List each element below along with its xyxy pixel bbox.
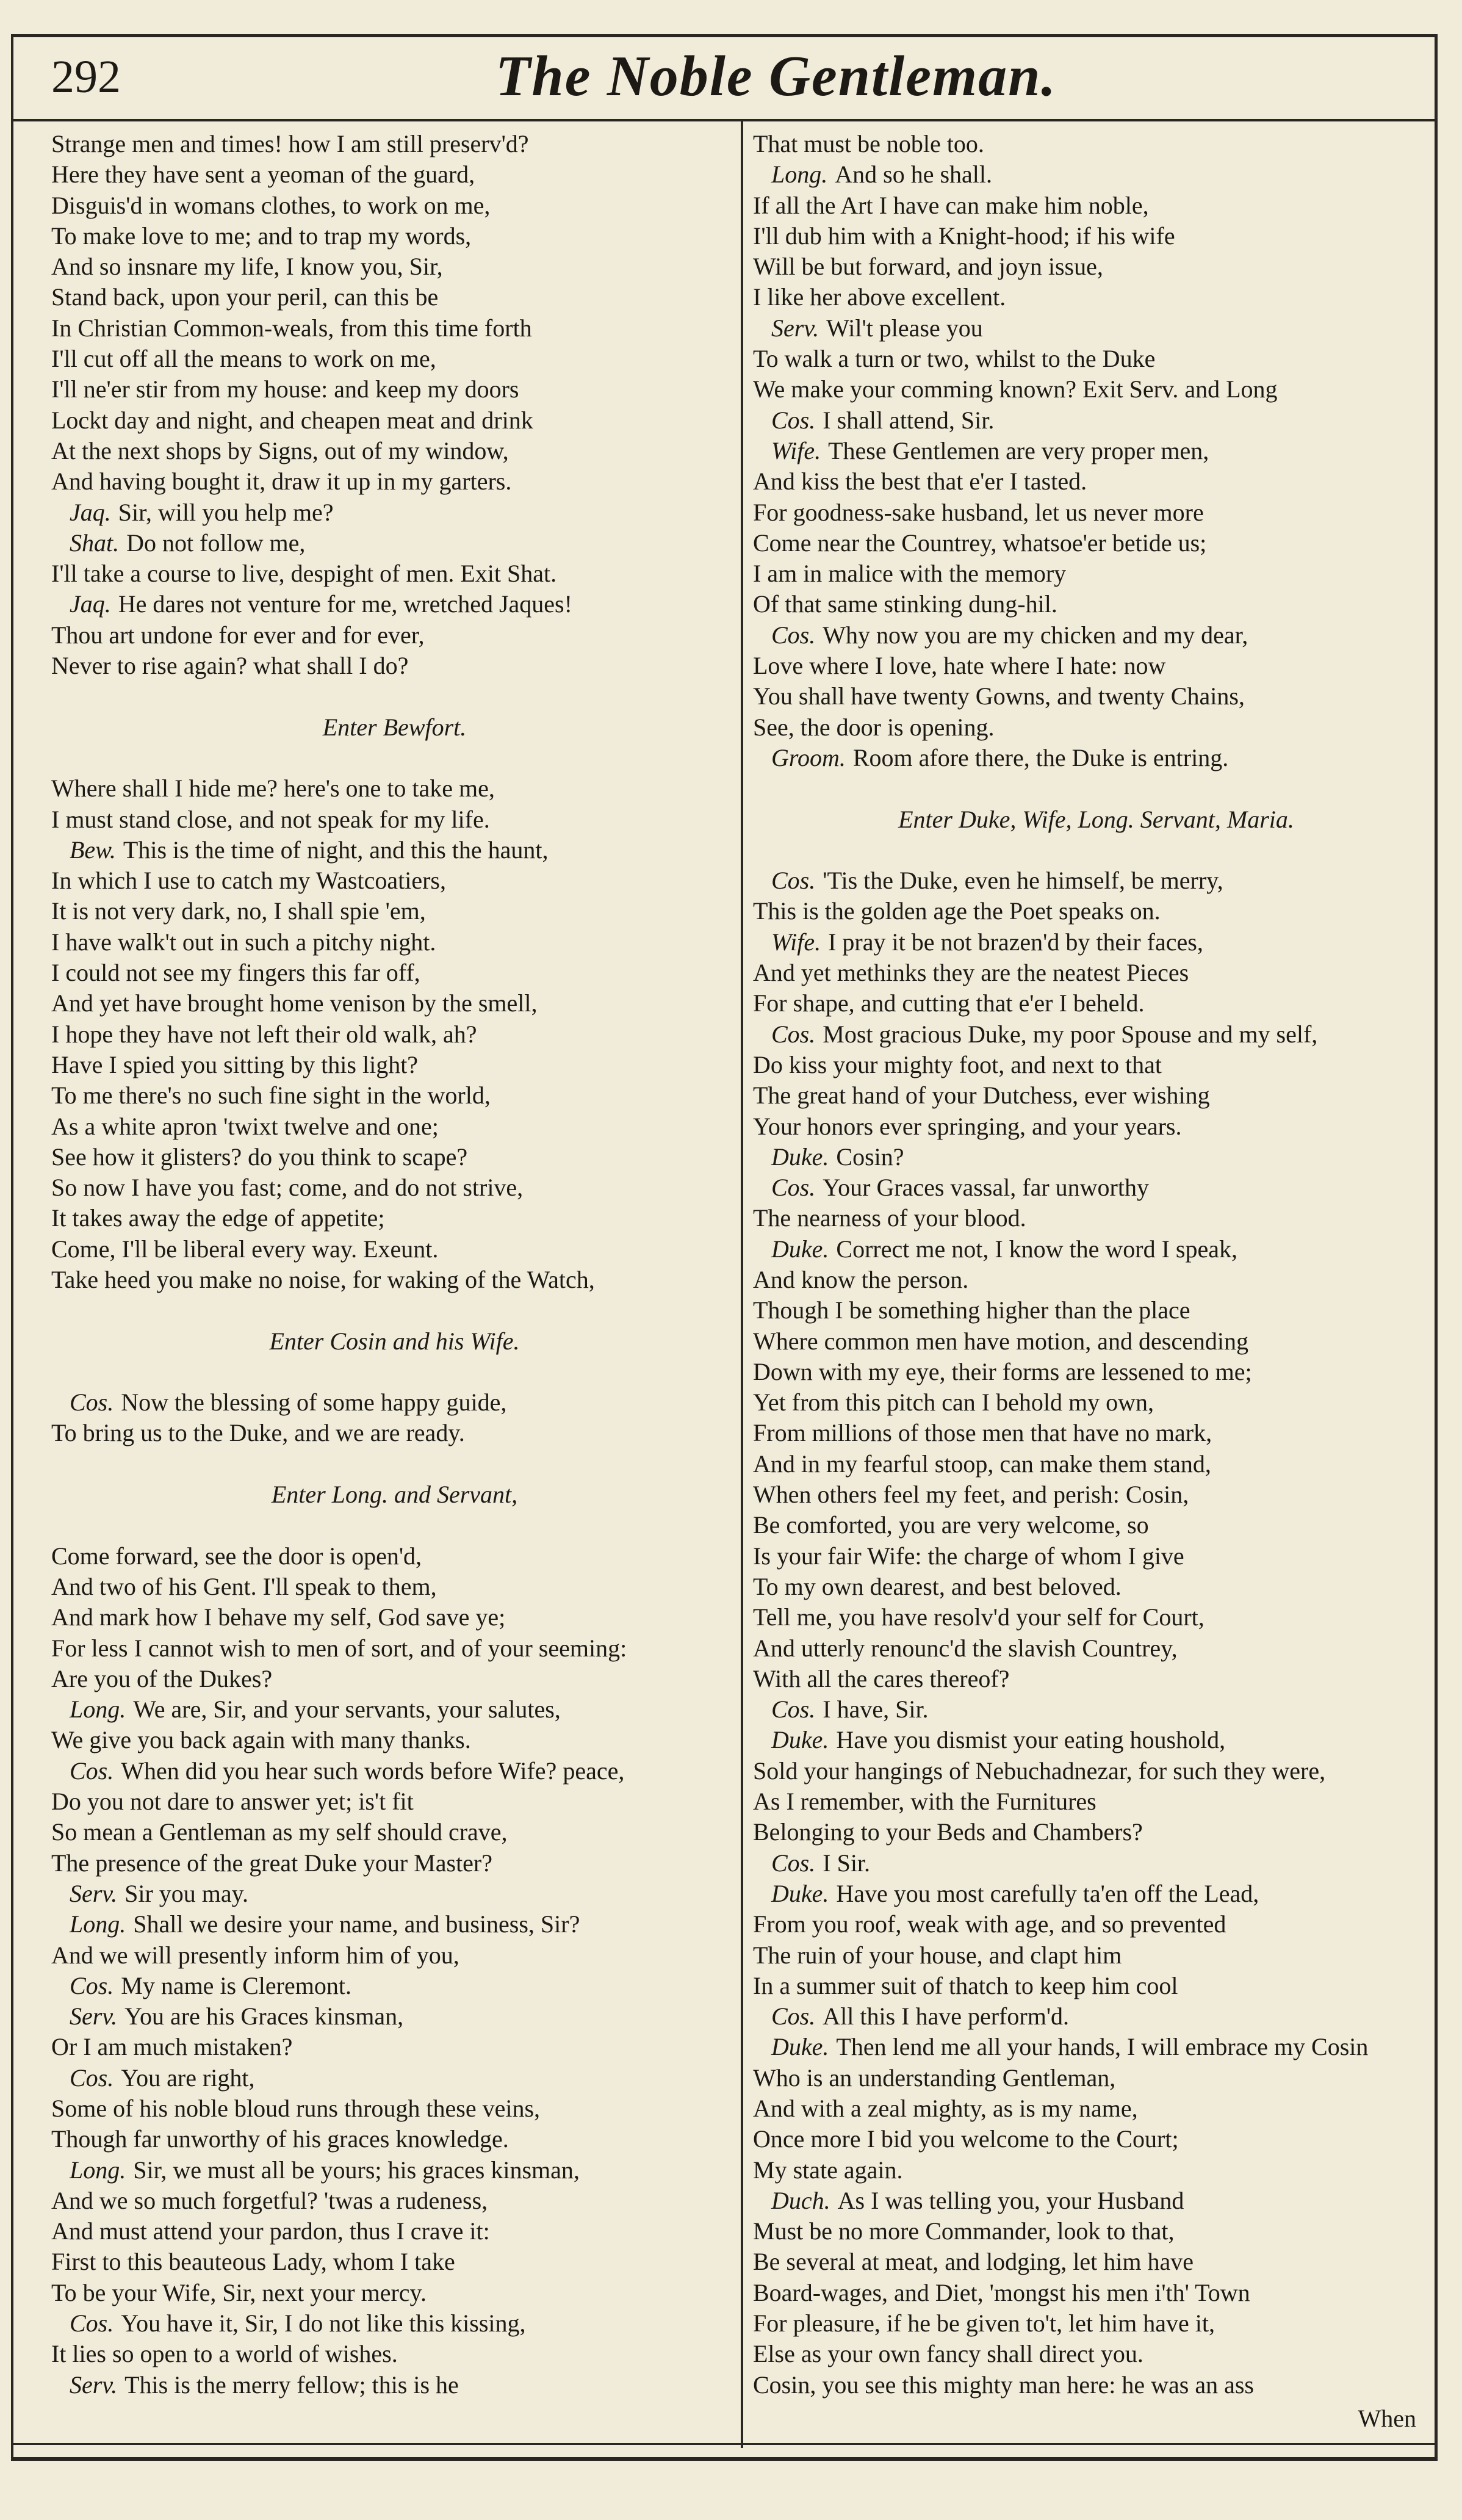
speech-text: Why now you are my chicken and my dear,: [823, 621, 1248, 649]
speech-line: [753, 865, 1439, 896]
verse-line: And so insnare my life, I know you, Sir,: [51, 253, 443, 281]
speech-line: [753, 620, 1439, 651]
speech-text: Room afore there, the Duke is entring.: [852, 743, 1229, 771]
verse-line: Once more I bid you welcome to the Court;: [753, 2125, 1179, 2153]
verse-line: Your honors ever springing, and your years.: [753, 1112, 1182, 1140]
speaker-name: Duke.: [771, 1143, 829, 1171]
speaker-name: Cos.: [70, 1971, 114, 1999]
verse-line: I like her above excellent.: [753, 283, 1006, 311]
verse-line: See how it glisters? do you think to scape?: [51, 1143, 468, 1171]
verse-line: It is not very dark, no, I shall spie 'em,: [51, 897, 426, 925]
speaker-name: Serv.: [70, 2370, 118, 2399]
verse-line: Who is an understanding Gentleman,: [753, 2063, 1116, 2092]
verse-line: Come forward, see the door is open'd,: [51, 1542, 422, 1570]
verse-line: Are you of the Dukes?: [51, 1664, 273, 1692]
verse-line: And two of his Gent. I'll speak to them,: [51, 1572, 437, 1600]
verse-line: Never to rise again? what shall I do?: [51, 652, 409, 680]
page: [11, 34, 1438, 2461]
speech-text: All this I have perform'd.: [823, 2002, 1070, 2031]
speech-text: I Sir.: [823, 1849, 871, 1877]
speaker-name: Wife.: [771, 436, 821, 464]
speech-line: [753, 436, 1439, 466]
speech-text: We are, Sir, and your servants, your salutes,: [133, 1695, 561, 1724]
speaker-name: Long.: [70, 1910, 126, 1938]
speech-text: My name is Cleremont.: [121, 1971, 351, 1999]
speaker-name: Cos.: [771, 406, 816, 434]
speech-text: Sir, will you help me?: [118, 498, 334, 526]
stage-direction: Enter Long. and Servant,: [271, 1481, 518, 1509]
verse-line: I could not see my fingers this far off,: [51, 959, 420, 987]
verse-line: You shall have twenty Gowns, and twenty Chains,: [753, 682, 1245, 710]
verse-line: Be several at meat, and lodging, let him have: [753, 2248, 1194, 2276]
verse-line: Will be but forward, and joyn issue,: [753, 253, 1103, 281]
verse-line: Though I be something higher than the place: [753, 1296, 1190, 1324]
verse-line: I have walk't out in such a pitchy night.: [51, 928, 436, 956]
speech-text: I have, Sir.: [823, 1695, 929, 1724]
speech-line: [753, 2186, 1439, 2216]
speaker-name: Duke.: [771, 2033, 829, 2061]
verse-line: From millions of those men that have no mark,: [753, 1419, 1212, 1447]
speech-line: [753, 1172, 1439, 1203]
verse-line: So now I have you fast; come, and do not strive,: [51, 1174, 524, 1202]
verse-line: And yet have brought home venison by the smell,: [51, 989, 538, 1017]
stage-direction: Enter Bewfort.: [322, 713, 467, 741]
verse-line: We make your comming known? Exit Serv. and Long: [753, 375, 1278, 403]
verse-line: This is the golden age the Poet speaks on.: [753, 897, 1161, 925]
speech-line: [51, 835, 738, 865]
speech-line: [51, 497, 738, 528]
verse-line: Strange men and times! how I am still preserv'd?: [51, 130, 529, 157]
speech-text: 'Tis the Duke, even he himself, be merry,: [823, 867, 1223, 895]
speaker-name: Duke.: [771, 1879, 829, 1907]
verse-line: I hope they have not left their old walk, ah?: [51, 1020, 477, 1048]
verse-line: Take heed you make no noise, for waking of the Watch,: [51, 1265, 595, 1293]
verse-line: So mean a Gentleman as my self should crave,: [51, 1818, 508, 1846]
speech-text: Sir you may.: [124, 1879, 249, 1907]
verse-line: For shape, and cutting that e'er I beheld.: [753, 989, 1145, 1017]
verse-line: I'll ne'er stir from my house: and keep my doors: [51, 375, 519, 403]
speaker-name: Cos.: [70, 1756, 114, 1785]
speaker-name: Long.: [70, 2156, 126, 2184]
speaker-name: Cos.: [771, 1020, 816, 1048]
speech-line: [753, 1879, 1439, 1909]
speech-text: Then lend me all your hands, I will embrace my Cosin: [836, 2033, 1369, 2061]
verse-line: And in my fearful stoop, can make them stand,: [753, 1450, 1211, 1478]
verse-line: Or I am much mistaken?: [51, 2033, 293, 2061]
speech-text: You are right,: [121, 2063, 255, 2092]
blank-line: [51, 1295, 738, 1326]
speech-text: Correct me not, I know the word I speak,: [836, 1235, 1238, 1263]
speaker-name: Bew.: [70, 836, 116, 864]
verse-line: And having bought it, draw it up in my garters.: [51, 468, 512, 496]
speech-line: [753, 2001, 1439, 2032]
speech-line: [51, 589, 738, 619]
speech-line: [51, 2370, 738, 2400]
speech-line: [753, 1848, 1439, 1879]
verse-line: The nearness of your blood.: [753, 1204, 1026, 1232]
verse-line: And know the person.: [753, 1265, 969, 1293]
verse-line: The presence of the great Duke your Master?: [51, 1849, 493, 1877]
speaker-name: Duke.: [771, 1235, 829, 1263]
catchword: When: [1358, 2405, 1416, 2432]
verse-line: Do you not dare to answer yet; is't fit: [51, 1788, 414, 1816]
verse-line: Yet from this pitch can I behold my own,: [753, 1388, 1154, 1417]
speech-line: [51, 1909, 738, 1940]
verse-line: Have I spied you sitting by this light?: [51, 1050, 419, 1078]
verse-line: When others feel my feet, and perish: Cosin,: [753, 1481, 1189, 1509]
verse-line: Of that same stinking dung-hil.: [753, 590, 1057, 618]
speaker-name: Duke.: [771, 1726, 829, 1754]
speaker-name: Serv.: [771, 314, 819, 342]
right-column: [753, 129, 1439, 2400]
verse-line: Else as your own fancy shall direct you.: [753, 2340, 1143, 2368]
speaker-name: Groom.: [771, 743, 846, 771]
verse-line: Must be no more Commander, look to that,: [753, 2217, 1175, 2245]
speaker-name: Cos.: [70, 2309, 114, 2338]
verse-line: Sold your hangings of Nebuchadnezar, for such they were,: [753, 1756, 1326, 1785]
speech-text: You have it, Sir, I do not like this kissing,: [121, 2309, 526, 2338]
speech-text: I shall attend, Sir.: [823, 406, 995, 434]
speech-text: This is the time of night, and this the haunt,: [123, 836, 549, 864]
verse-line: To walk a turn or two, whilst to the Duke: [753, 345, 1156, 373]
left-column: [51, 129, 738, 2400]
speech-text: He dares not venture for me, wretched Jaques!: [118, 590, 572, 618]
verse-line: Though far unworthy of his graces knowledge.: [51, 2125, 509, 2153]
blank-line: [51, 1449, 738, 1479]
speaker-name: Long.: [70, 1695, 126, 1724]
speaker-name: Serv.: [70, 1879, 118, 1907]
verse-line: Down with my eye, their forms are lessened to me;: [753, 1357, 1252, 1385]
verse-line: Cosin, you see this mighty man here: he was an ass: [753, 2370, 1254, 2399]
speech-text: Have you dismist your eating houshold,: [836, 1726, 1226, 1754]
verse-line: For pleasure, if he be given to't, let him have it,: [753, 2309, 1215, 2338]
stage-direction: Enter Cosin and his Wife.: [269, 1327, 520, 1355]
verse-line: To be your Wife, Sir, next your mercy.: [51, 2278, 427, 2306]
blank-line: [51, 1510, 738, 1540]
speech-text: Have you most carefully ta'en off the Lead,: [836, 1879, 1259, 1907]
speech-line: [753, 1019, 1439, 1050]
speaker-name: Cos.: [70, 2063, 114, 2092]
verse-line: Is your fair Wife: the charge of whom I give: [753, 1542, 1184, 1570]
running-header: [13, 37, 1435, 121]
speaker-name: Jaq.: [70, 590, 111, 618]
speaker-name: Long.: [771, 161, 828, 189]
blank-line: [51, 743, 738, 773]
speech-line: [51, 1694, 738, 1725]
blank-line: [753, 773, 1439, 804]
verse-line: And we will presently inform him of you,: [51, 1941, 459, 1969]
verse-line: The great hand of your Dutchess, ever wishing: [753, 1081, 1210, 1110]
verse-line: With all the cares thereof?: [753, 1664, 1010, 1692]
speaker-name: Cos.: [771, 2002, 816, 2031]
speech-line: [51, 2063, 738, 2093]
speech-text: And so he shall.: [835, 161, 993, 189]
blank-line: [753, 835, 1439, 865]
verse-line: At the next shops by Signs, out of my window,: [51, 436, 509, 464]
speaker-name: Cos.: [771, 621, 816, 649]
verse-line: As a white apron 'twixt twelve and one;: [51, 1112, 439, 1140]
speaker-name: Serv.: [70, 2002, 118, 2031]
verse-line: Stand back, upon your peril, can this be: [51, 283, 439, 311]
blank-line: [51, 1357, 738, 1387]
speech-text: Wil't please you: [826, 314, 983, 342]
verse-line: Do kiss your mighty foot, and next to that: [753, 1050, 1162, 1078]
verse-line: I must stand close, and not speak for my life.: [51, 805, 490, 833]
speech-line: [753, 2032, 1439, 2062]
speaker-name: Cos.: [771, 1695, 816, 1724]
speech-line: [753, 313, 1439, 344]
speech-text: Cosin?: [836, 1143, 904, 1171]
speech-line: [51, 1756, 738, 1786]
verse-line: My state again.: [753, 2156, 903, 2184]
verse-line: To make love to me; and to trap my words,: [51, 222, 472, 250]
verse-line: It takes away the edge of appetite;: [51, 1204, 385, 1232]
blank-line: [51, 681, 738, 712]
verse-line: I'll cut off all the means to work on me,: [51, 345, 436, 373]
bottom-rule: [13, 2443, 1435, 2445]
verse-line: And kiss the best that e'er I tasted.: [753, 468, 1087, 496]
verse-line: Tell me, you have resolv'd your self for Court,: [753, 1603, 1205, 1631]
verse-line: First to this beauteous Lady, whom I take: [51, 2248, 455, 2276]
page-number: 292: [51, 51, 121, 103]
speech-text: You are his Graces kinsman,: [124, 2002, 404, 2031]
verse-line: I'll take a course to live, despight of men. Exit Shat.: [51, 560, 557, 588]
verse-line: Belonging to your Beds and Chambers?: [753, 1818, 1143, 1846]
verse-line: And we so much forgetful? 'twas a rudeness,: [51, 2186, 488, 2214]
speech-line: [51, 528, 738, 558]
speaker-name: Duch.: [771, 2186, 830, 2214]
speech-text: When did you hear such words before Wife? peace,: [121, 1756, 625, 1785]
verse-line: Here they have sent a yeoman of the guard,: [51, 161, 475, 189]
speech-line: [51, 2155, 738, 2186]
verse-line: And mark how I behave my self, God save ye;: [51, 1603, 506, 1631]
verse-line: The ruin of your house, and clapt him: [753, 1941, 1122, 1969]
speech-text: I pray it be not brazen'd by their faces,: [828, 928, 1203, 956]
speech-line: [753, 1694, 1439, 1725]
speech-line: [753, 159, 1439, 190]
verse-line: If all the Art I have can make him noble,: [753, 191, 1149, 219]
verse-line: Some of his noble bloud runs through these veins,: [51, 2095, 541, 2122]
verse-line: It lies so open to a world of wishes.: [51, 2340, 398, 2368]
speech-text: This is the merry fellow; this is he: [124, 2370, 459, 2399]
verse-line: Lockt day and night, and cheapen meat and drink: [51, 406, 533, 434]
speech-text: Most gracious Duke, my poor Spouse and my self,: [823, 1020, 1318, 1048]
verse-line: Disguis'd in womans clothes, to work on me,: [51, 191, 491, 219]
speech-line: [753, 927, 1439, 958]
verse-line: Where shall I hide me? here's one to take me,: [51, 774, 495, 803]
speech-line: [753, 405, 1439, 436]
verse-line: Board-wages, and Diet, 'mongst his men i'th' Town: [753, 2278, 1250, 2306]
verse-line: To my own dearest, and best beloved.: [753, 1572, 1122, 1600]
verse-line: Thou art undone for ever and for ever,: [51, 621, 425, 649]
speech-text: Sir, we must all be yours; his graces kinsman,: [133, 2156, 580, 2184]
speech-text: Do not follow me,: [126, 529, 306, 557]
verse-line: In Christian Common-weals, from this time forth: [51, 314, 532, 342]
verse-line: And utterly renounc'd the slavish Countrey,: [753, 1634, 1178, 1662]
verse-line: Come, I'll be liberal every way. Exeunt.: [51, 1235, 439, 1263]
speaker-name: Cos.: [771, 867, 816, 895]
verse-line: And with a zeal mighty, as is my name,: [753, 2095, 1138, 2122]
speech-text: These Gentlemen are very proper men,: [828, 436, 1209, 464]
speech-line: [51, 2001, 738, 2032]
column-divider: [741, 121, 743, 2448]
verse-line: As I remember, with the Furnitures: [753, 1788, 1096, 1816]
speaker-name: Wife.: [771, 928, 821, 956]
speech-line: [753, 1725, 1439, 1755]
verse-line: That must be noble too.: [753, 130, 984, 157]
speech-line: [51, 1387, 738, 1418]
verse-line: To bring us to the Duke, and we are ready.: [51, 1419, 465, 1447]
speaker-name: Jaq.: [70, 498, 111, 526]
verse-line: We give you back again with many thanks.: [51, 1726, 471, 1754]
speaker-name: Shat.: [70, 529, 120, 557]
verse-line: I'll dub him with a Knight-hood; if his wife: [753, 222, 1175, 250]
speech-line: [51, 1971, 738, 2001]
verse-line: In which I use to catch my Wastcoatiers,: [51, 867, 446, 895]
speech-line: [753, 1142, 1439, 1172]
speech-text: Shall we desire your name, and business, Sir?: [133, 1910, 580, 1938]
verse-line: Where common men have motion, and descending: [753, 1327, 1248, 1355]
verse-line: Be comforted, you are very welcome, so: [753, 1511, 1149, 1539]
speech-text: As I was telling you, your Husband: [837, 2186, 1184, 2214]
verse-line: For less I cannot wish to men of sort, and of your seeming:: [51, 1634, 627, 1662]
speech-line: [753, 1234, 1439, 1265]
speech-line: [51, 1879, 738, 1909]
speaker-name: Cos.: [771, 1174, 816, 1202]
verse-line: And yet methinks they are the neatest Pieces: [753, 959, 1189, 987]
verse-line: To me there's no such fine sight in the world,: [51, 1081, 491, 1110]
verse-line: Come near the Countrey, whatsoe'er betide us;: [753, 529, 1207, 557]
stage-direction: Enter Duke, Wife, Long. Servant, Maria.: [898, 805, 1294, 833]
speaker-name: Cos.: [771, 1849, 816, 1877]
verse-line: And must attend your pardon, thus I crave it:: [51, 2217, 490, 2245]
verse-line: See, the door is opening.: [753, 713, 995, 741]
verse-line: Love where I love, hate where I hate: now: [753, 652, 1166, 680]
speaker-name: Cos.: [70, 1388, 114, 1417]
speech-text: Your Graces vassal, far unworthy: [823, 1174, 1149, 1202]
speech-text: Now the blessing of some happy guide,: [121, 1388, 507, 1417]
verse-line: I am in malice with the memory: [753, 560, 1067, 588]
verse-line: In a summer suit of thatch to keep him cool: [753, 1971, 1178, 1999]
verse-line: From you roof, weak with age, and so prevented: [753, 1910, 1226, 1938]
verse-line: For goodness-sake husband, let us never more: [753, 498, 1204, 526]
page-title: The Noble Gentleman.: [495, 45, 1057, 108]
speech-line: [753, 743, 1439, 773]
speech-line: [51, 2308, 738, 2339]
